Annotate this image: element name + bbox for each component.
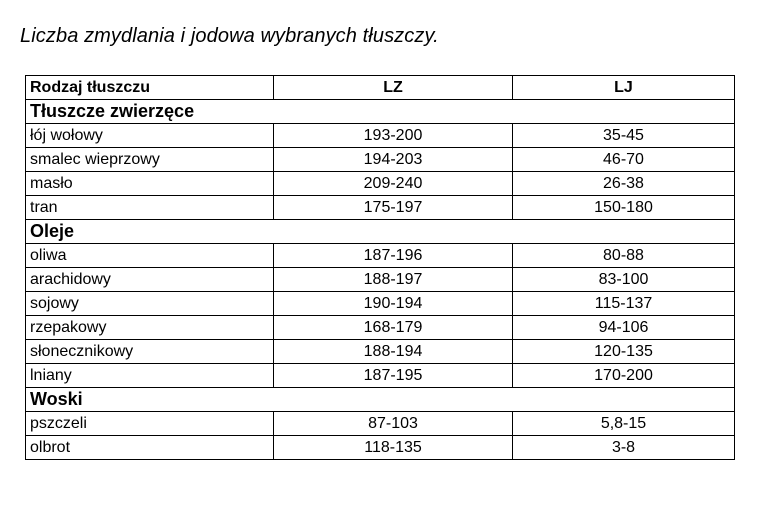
table-row — [26, 436, 735, 460]
lj-cell: 80-88 — [513, 244, 735, 268]
table-row — [26, 364, 735, 388]
lj-cell: 3-8 — [513, 436, 735, 460]
column-header-fat-type: Rodzaj tłuszczu — [26, 76, 274, 100]
column-header-lz: LZ — [274, 76, 513, 100]
lz-cell: 87-103 — [274, 412, 513, 436]
lz-cell: 188-194 — [274, 340, 513, 364]
lj-cell: 26-38 — [513, 172, 735, 196]
table-row — [26, 292, 735, 316]
lz-cell: 118-135 — [274, 436, 513, 460]
fat-name-cell: lniany — [26, 364, 274, 388]
fat-name-cell: masło — [26, 172, 274, 196]
lz-cell: 188-197 — [274, 268, 513, 292]
table-row — [26, 148, 735, 172]
table-header — [26, 76, 735, 100]
document-title: Liczba zmydlania i jodowa wybranych tłuszczy. — [20, 25, 439, 47]
fat-name-cell: smalec wieprzowy — [26, 148, 274, 172]
lz-cell: 187-195 — [274, 364, 513, 388]
table-row — [26, 340, 735, 364]
fat-name-cell: sojowy — [26, 292, 274, 316]
section-title: Oleje — [26, 220, 735, 244]
table-row — [26, 196, 735, 220]
lz-cell: 190-194 — [274, 292, 513, 316]
fat-name-cell: słonecznikowy — [26, 340, 274, 364]
table-row — [26, 412, 735, 436]
lj-cell: 170-200 — [513, 364, 735, 388]
lz-cell: 209-240 — [274, 172, 513, 196]
table-row — [26, 268, 735, 292]
fat-name-cell: olbrot — [26, 436, 274, 460]
table-body — [26, 100, 735, 460]
fat-name-cell: oliwa — [26, 244, 274, 268]
column-header-lj: LJ — [513, 76, 735, 100]
fat-name-cell: rzepakowy — [26, 316, 274, 340]
fat-name-cell: arachidowy — [26, 268, 274, 292]
section-title: Woski — [26, 388, 735, 412]
lz-cell: 187-196 — [274, 244, 513, 268]
lj-cell: 5,8-15 — [513, 412, 735, 436]
fat-name-cell: łój wołowy — [26, 124, 274, 148]
table-row — [26, 244, 735, 268]
table-row — [26, 124, 735, 148]
lj-cell: 83-100 — [513, 268, 735, 292]
lj-cell: 35-45 — [513, 124, 735, 148]
lj-cell: 150-180 — [513, 196, 735, 220]
fats-table — [25, 75, 735, 460]
lz-cell: 193-200 — [274, 124, 513, 148]
fat-name-cell: pszczeli — [26, 412, 274, 436]
table-row — [26, 316, 735, 340]
section-title: Tłuszcze zwierzęce — [26, 100, 735, 124]
lz-cell: 168-179 — [274, 316, 513, 340]
fat-name-cell: tran — [26, 196, 274, 220]
section-row — [26, 100, 735, 124]
lz-cell: 194-203 — [274, 148, 513, 172]
lz-cell: 175-197 — [274, 196, 513, 220]
lj-cell: 94-106 — [513, 316, 735, 340]
lj-cell: 46-70 — [513, 148, 735, 172]
lj-cell: 115-137 — [513, 292, 735, 316]
lj-cell: 120-135 — [513, 340, 735, 364]
section-row — [26, 388, 735, 412]
header-row — [26, 76, 735, 100]
table-row — [26, 172, 735, 196]
section-row — [26, 220, 735, 244]
